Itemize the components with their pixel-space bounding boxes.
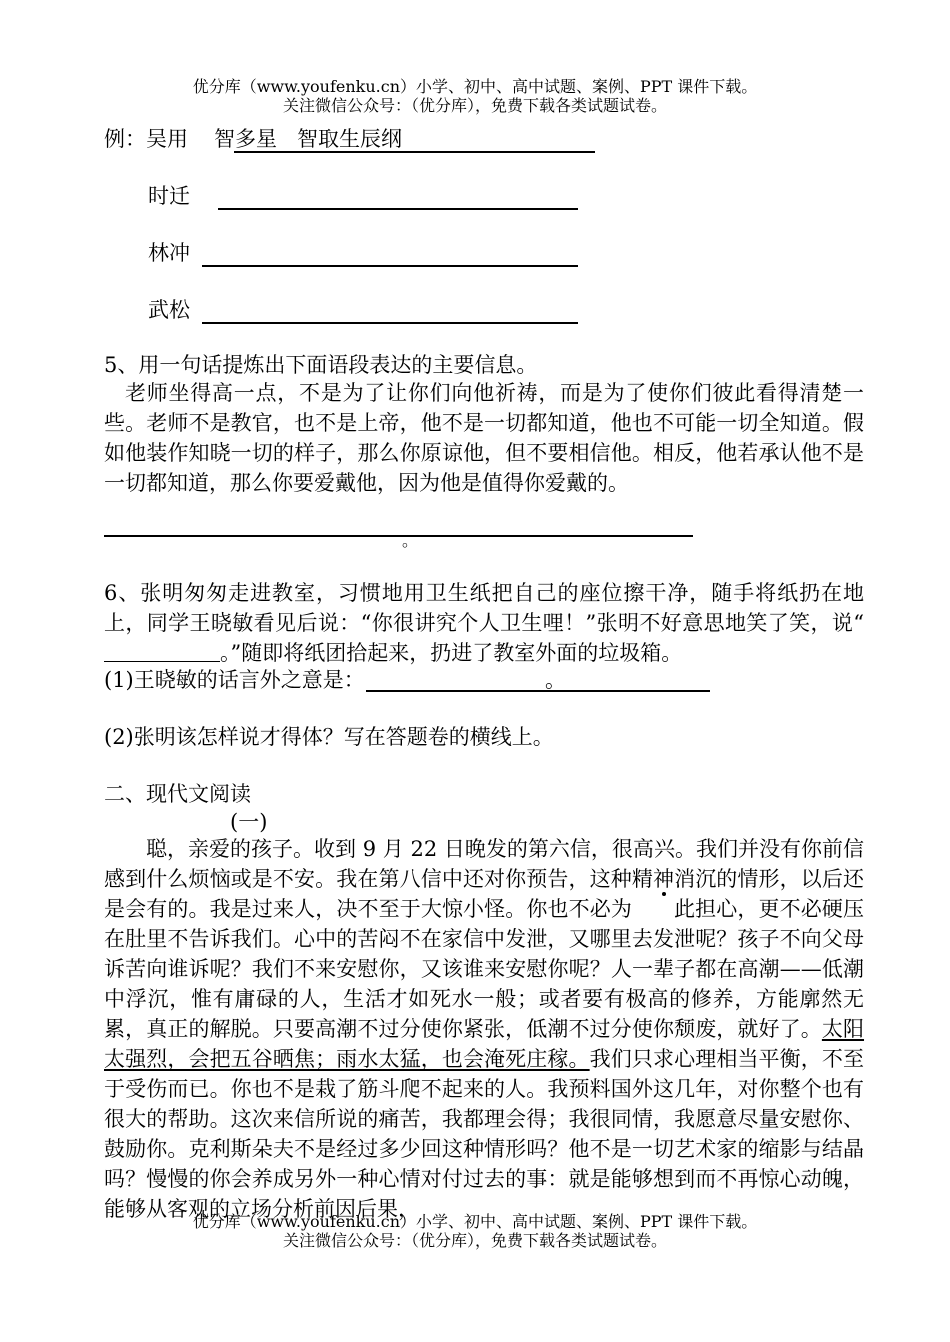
q4-answer-line-wusong[interactable] [202,322,578,324]
page-header [0,77,950,115]
q4-example-answer-line [234,151,595,153]
q6-stem-text-mid: 。”随即将纸团拾起来，扔进了教室外面的垃圾箱。 [220,641,683,665]
q4-answer-line-shiqian[interactable] [218,208,578,210]
q6-sub1-period: 。 [545,668,566,692]
q5-title: 5、用一句话提炼出下面语段表达的主要信息。 [104,353,538,377]
page-footer [0,1212,950,1250]
section2-part: (一) [230,810,268,834]
q4-example-label: 例：吴用 [104,127,188,151]
q4-example-story: 智取生辰纲 [297,127,402,151]
q5-answer-period: 。 [402,531,419,550]
q4-name-wusong: 武松 [148,298,190,322]
section2-passage [104,834,864,1224]
footer-line-2: 关注微信公众号：（优分库），免费下载各类试题试卷。 [282,1231,667,1250]
q6-sub2: (2)张明该怎样说才得体？写在答题卷的横线上。 [104,725,554,749]
q6-sub1-label: (1)王晓敏的话言外之意是： [104,668,365,692]
passage-start: 聪，亲爱的孩子。收到 9 月 22 日晚发的第六信，很高兴。我们并没有你前信感到什么烦恼或是不安。我在第八信中还对你预告，这种精神消沉的情形，以后还是会有的。我是过来人，决不至于大惊小怪。你也不必为 [104,837,864,921]
header-line-2: 关注微信公众号：（优分库），免费下载各类试题试卷。 [282,96,667,115]
q6-stem [104,578,864,668]
q4-name-linchong: 林冲 [148,241,190,265]
q4-example-nickname: 智多星 [214,127,277,151]
underlined-sentence: 太阳太强烈，会把五谷晒焦；雨水太猛，也会淹死庄稼。 [104,1017,865,1071]
q6-sub1-answer-line[interactable] [366,690,710,692]
q5-answer-line[interactable] [104,535,693,537]
section2-title: 二、现代文阅读 [104,782,251,806]
passage-mid: 担心，更不必硬压在肚里不告诉我们。心中的苦闷不在家信中发泄，又哪里去发泄呢？孩子不向父母诉苦向谁诉呢？我们不来安慰你，又该谁来安慰你呢？人一辈子都在高潮——低潮中浮沉，惟有庸碌的人，生活才如死水一般；或者要有极高的修养，方能廓然无累，真正的解脱。只要高潮不过分使你紧张，低潮不过分使你颓废，就好了。 [104,897,865,1041]
q4-name-shiqian: 时迁 [148,184,190,208]
q4-answer-line-linchong[interactable] [202,265,578,267]
q6-stem-text-before: 6、张明匆匆走进教室，习惯地用卫生纸把自己的座位擦干净，随手将纸扔在地上，同学王晓敏看见后说：“你很讲究个人卫生哩！”张明不好意思地笑了笑，说“ [104,581,864,635]
passage-end: 我们只求心理相当平衡，不至于受伤而已。你也不是栽了筋斗爬不起来的人。我预料国外这几年，对你整个也有很大的帮助。这次来信所说的痛苦，我都理会得；我很同情，我愿意尽量安慰你、鼓励你。克利斯朵夫不是经过多少回这种情形吗？他不是一切艺术家的缩影与结晶吗？慢慢的你会养成另外一种心情对付过去的事：就是能够想到而不再惊心动魄，能够从客观的立场分析前因后果， [104,1047,865,1221]
q5-passage: 老师坐得高一点，不是为了让你们向他祈祷，而是为了使你们彼此看得清楚一些。老师不是教官，也不是上帝，他不是一切都知道，他也不可能一切全知道。假如他装作知晓一切的样子，那么你原谅他，但不要相信他。相反，他若承认他不是一切都知道，那么你要爱戴他，因为他是值得你爱戴的。 [104,381,864,495]
dotted-char: 此 [632,894,695,924]
header-line-1: 优分库（www.youfenku.cn）小学、初中、高中试题、案例、PPT 课件下载。 [192,77,758,96]
footer-line-1: 优分库（www.youfenku.cn）小学、初中、高中试题、案例、PPT 课件下载。 [192,1212,758,1231]
q6-stem-blank[interactable] [104,641,220,662]
